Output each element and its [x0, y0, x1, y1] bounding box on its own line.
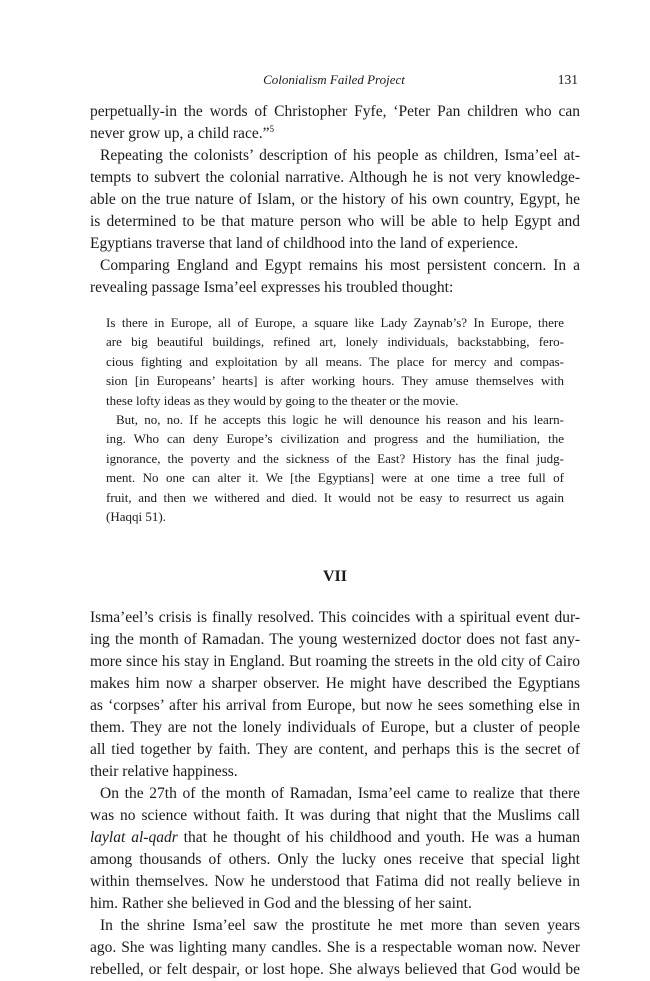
running-header: [90, 70, 578, 90]
paragraph-2: [90, 145, 580, 255]
text-line: makes him now a sharper observer. He might have described the Egyptians: [90, 675, 580, 693]
quote-line: But, no, no. If he accepts this logic he will denounce his reason and his learn-: [116, 412, 564, 428]
text-line: revealing passage Isma’eel expresses his troubled thought:: [90, 279, 454, 296]
quote-line: Is there in Europe, all of Europe, a square like Lady Zaynab’s? In Europe, there: [106, 315, 564, 330]
text-line: was no science without faith. It was during that night that the Muslims call: [90, 807, 580, 825]
text-span: that he thought of his childhood and youth. He was a human: [177, 829, 580, 847]
text-line: [90, 123, 580, 145]
quote-line: ing. Who can deny Europe’s civilization and progress and the humiliation, the: [106, 431, 564, 447]
quote-line: ignorance, the poverty and the sickness of the East? History has the final judg-: [106, 450, 564, 466]
text-line: is determined to be that mature person who will be able to help Egypt and: [90, 213, 580, 230]
text-line: [90, 827, 580, 849]
quote-line: cious fighting and exploitation by all means. The place for mercy and compas-: [106, 353, 564, 369]
text-line: them. They are not the lonely individuals of Europe, but a cluster of people: [90, 719, 580, 737]
text-span: never grow up, a child race.”: [90, 125, 270, 142]
paragraph-6: [90, 915, 580, 981]
quote-line: (Haqqi 51).: [106, 509, 166, 525]
text-line: their relative happiness.: [90, 763, 238, 781]
text-line: ing the month of Ramadan. The young westernized doctor does not fast any-: [90, 631, 580, 649]
running-title: Colonialism Failed Project: [263, 72, 405, 87]
quote-line: these lofty ideas as they would by going to the theater or the movie.: [106, 392, 459, 408]
page-number: 131: [557, 72, 578, 87]
text-line: Egyptians traverse that land of childhood into the land of experience.: [90, 235, 519, 252]
text-line: within themselves. Now he understood that Fatima did not really believe in: [90, 873, 580, 891]
text-line: perpetually-in the words of Christopher Fyfe, ‘Peter Pan children who can: [90, 103, 580, 120]
paragraph-3: [90, 255, 580, 299]
section-heading: VII: [322, 568, 347, 586]
text-line: all tied together by faith. They are content, and perhaps this is the secret of: [90, 741, 580, 759]
text-line: as ‘corpses’ after his arrival from Europe, but now he sees something else in: [90, 697, 580, 715]
text-line: tempts to subvert the colonial narrative. Although he is not very knowledge-: [90, 169, 580, 186]
text-line: him. Rather she believed in God and the blessing of her saint.: [90, 895, 472, 913]
text-line: rebelled, or felt despair, or lost hope. She always believed that God would be: [90, 961, 580, 979]
text-line: among thousands of others. Only the lucky ones receive that special light: [90, 851, 580, 869]
quote-line: ment. No one can alter it. We [the Egyptians] were at one time a tree full of: [106, 470, 564, 486]
text-line: In the shrine Isma’eel saw the prostitute he met more than seven years: [100, 917, 580, 935]
footnote-marker: 5: [269, 124, 274, 134]
text-line: On the 27th of the month of Ramadan, Isma’eel came to realize that there: [100, 785, 580, 803]
quote-line: sion [in Europeans’ hearts] is after working hours. They amuse themselves with: [106, 373, 564, 389]
text-line: more since his stay in England. But roaming the streets in the old city of Cairo: [90, 653, 580, 671]
quote-line: fruit, and then we withered and died. It would not be easy to resurrect us again: [106, 489, 564, 505]
paragraph-4: [90, 607, 580, 783]
text-line: ago. She was lighting many candles. She is a respectable woman now. Never: [90, 939, 580, 957]
text-line: Isma’eel’s crisis is finally resolved. This coincides with a spiritual event dur-: [90, 609, 580, 627]
paragraph-1: [90, 101, 580, 145]
italic-term: laylat al-qadr: [90, 829, 178, 847]
page-body: [90, 101, 580, 981]
text-line: Comparing England and Egypt remains his most persistent concern. In a: [100, 257, 580, 274]
text-line: Repeating the colonists’ description of his people as children, Isma’eel at-: [100, 147, 580, 164]
quote-line: are big beautiful buildings, refined art, lonely individuals, backstabbing, fero-: [106, 334, 564, 350]
paragraph-5: [90, 783, 580, 915]
block-quote: [106, 313, 564, 526]
text-line: able on the true nature of Islam, or the history of his own country, Egypt, he: [90, 191, 580, 208]
